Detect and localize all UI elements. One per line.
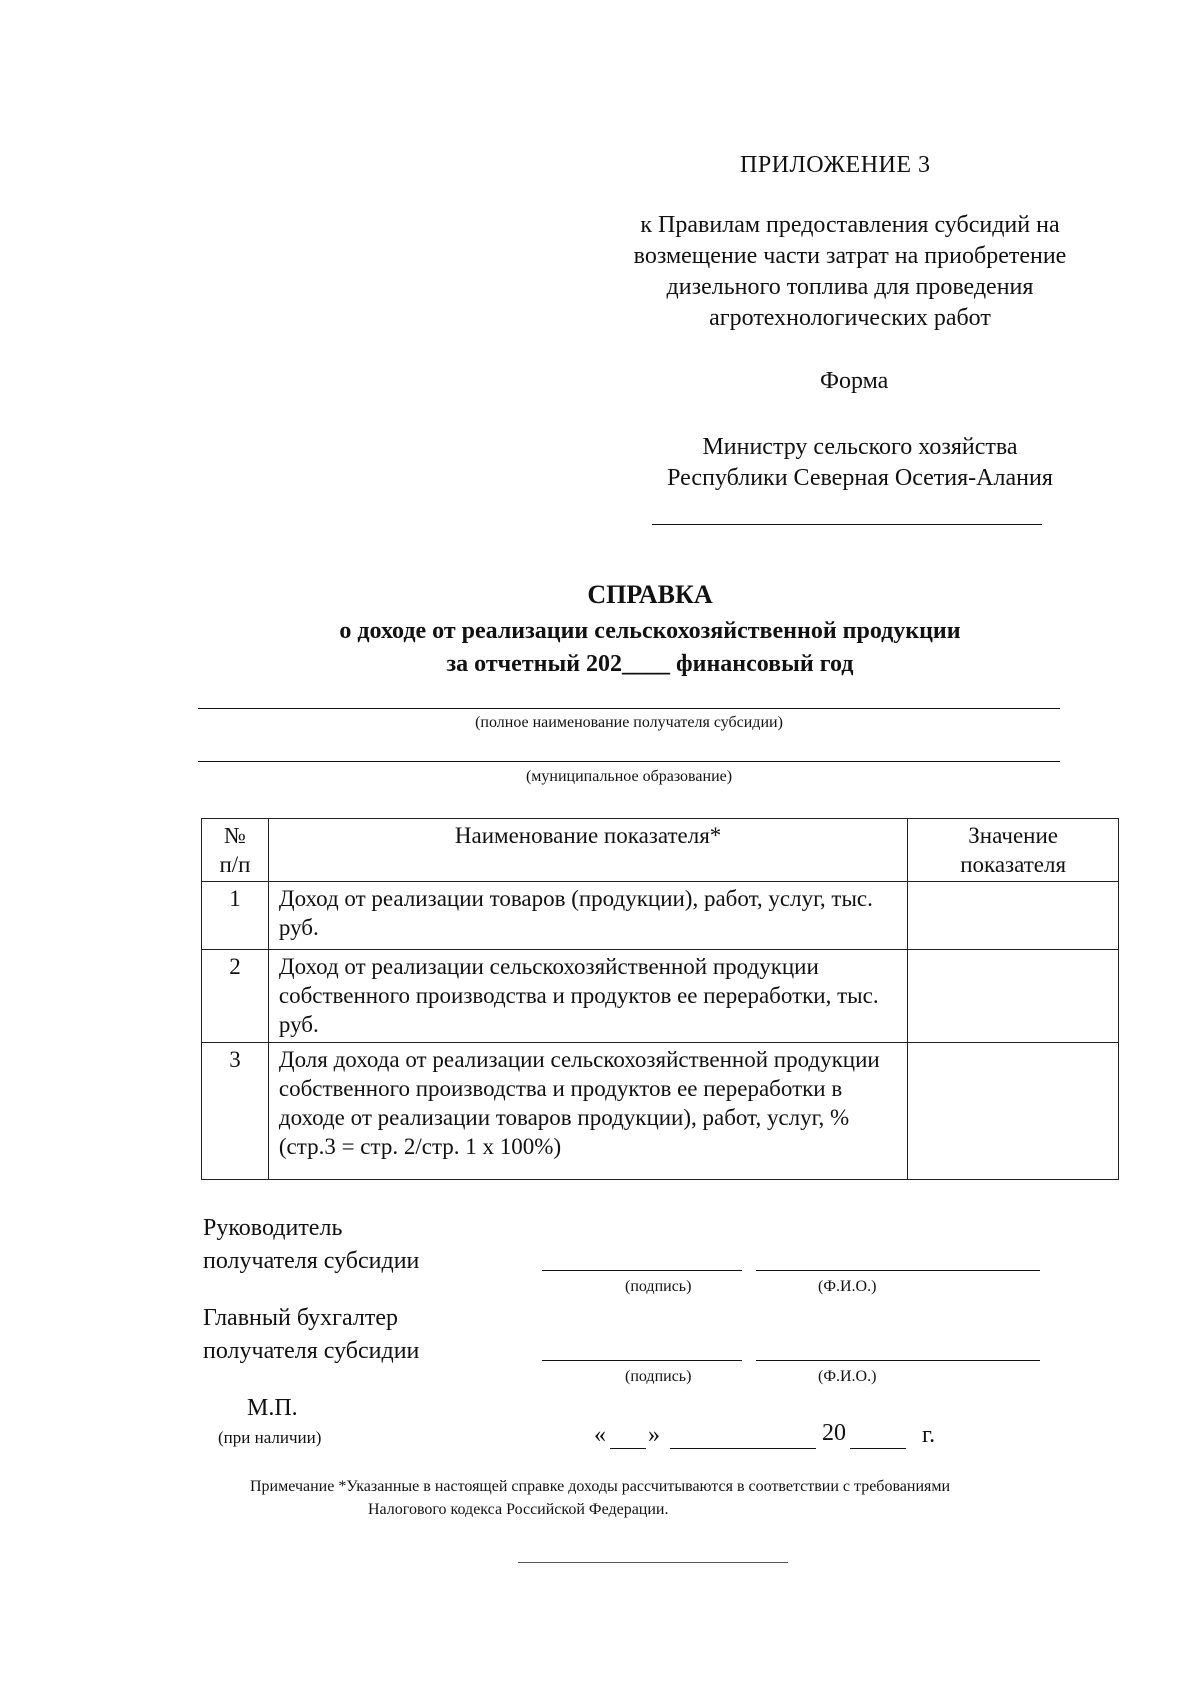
appendix-line: возмещение части затрат на приобретение bbox=[633, 243, 1067, 269]
table-row bbox=[202, 950, 1119, 1043]
row-num: 2 bbox=[202, 950, 269, 1043]
head-signature-caption: (подпись) bbox=[625, 1278, 692, 1295]
header-num: № п/п bbox=[202, 819, 269, 882]
date-month-line[interactable] bbox=[670, 1448, 816, 1449]
bottom-divider bbox=[518, 1562, 788, 1563]
accountant-name-line[interactable] bbox=[756, 1360, 1040, 1361]
recipient-name-line bbox=[198, 708, 1060, 709]
appendix-line: дизельного топлива для проведения bbox=[666, 274, 1034, 300]
addressee-line: Республики Северная Осетия-Алания bbox=[667, 465, 1053, 491]
head-signature-line[interactable] bbox=[542, 1270, 742, 1271]
municipality-caption: (муниципальное образование) bbox=[525, 768, 733, 785]
note-line1: Примечание *Указанные в настоящей справке доходы рассчитываются в соответствии с требованиями bbox=[250, 1478, 951, 1495]
table-row bbox=[202, 1043, 1119, 1180]
row-name: Доход от реализации сельскохозяйственной продукции собственного производства и продуктов ее переработки, тыс. руб. bbox=[268, 950, 907, 1043]
row-value[interactable] bbox=[908, 882, 1119, 950]
document-title: СПРАВКА bbox=[587, 580, 713, 609]
head-label-line: получателя субсидии bbox=[203, 1248, 420, 1274]
subtitle-line: о доходе от реализации сельскохозяйственной продукции bbox=[339, 618, 961, 644]
form-label: Форма bbox=[820, 368, 889, 394]
indicators-table bbox=[201, 818, 1119, 1180]
table-row bbox=[202, 882, 1119, 950]
date-close-quote: » bbox=[648, 1422, 660, 1448]
addressee-line: Министру сельского хозяйства bbox=[702, 434, 1018, 460]
date-year-line[interactable] bbox=[850, 1448, 906, 1449]
appendix-line: агротехнологических работ bbox=[709, 305, 991, 331]
head-label bbox=[203, 1212, 419, 1278]
accountant-signature-line[interactable] bbox=[542, 1360, 742, 1361]
row-num: 3 bbox=[202, 1043, 269, 1180]
row-name: Доля дохода от реализации сельскохозяйственной продукции собственного производства и продуктов ее переработки в доходе от реализации товаров продукции), работ, услуг, % (стр.3 = стр. 2/стр. 1 х 100%) bbox=[268, 1043, 907, 1180]
row-value[interactable] bbox=[908, 1043, 1119, 1180]
appendix-line: к Правилам предоставления субсидий на bbox=[640, 212, 1060, 238]
recipient-name-caption: (полное наименование получателя субсидии) bbox=[475, 714, 783, 731]
table-header-row bbox=[202, 819, 1119, 882]
note-line2: Налогового кодекса Российской Федерации. bbox=[368, 1501, 669, 1518]
row-num: 1 bbox=[202, 882, 269, 950]
head-name-caption: (Ф.И.О.) bbox=[818, 1278, 877, 1295]
date-year-suffix: г. bbox=[922, 1422, 936, 1448]
row-value[interactable] bbox=[908, 950, 1119, 1043]
stamp-label: М.П. bbox=[247, 1395, 298, 1421]
date-open-quote: « bbox=[594, 1422, 606, 1448]
header-value: Значение показателя bbox=[908, 819, 1119, 882]
accountant-name-caption: (Ф.И.О.) bbox=[818, 1368, 877, 1385]
stamp-note: (при наличии) bbox=[218, 1428, 322, 1447]
row-name: Доход от реализации товаров (продукции), работ, услуг, тыс. руб. bbox=[268, 882, 907, 950]
accountant-label bbox=[203, 1302, 419, 1368]
subtitle-line: за отчетный 202____ финансовый год bbox=[446, 651, 854, 677]
accountant-signature-caption: (подпись) bbox=[625, 1368, 692, 1385]
addressee bbox=[610, 432, 1110, 494]
head-name-line[interactable] bbox=[756, 1270, 1040, 1271]
municipality-line bbox=[198, 761, 1060, 762]
appendix-title: ПРИЛОЖЕНИЕ 3 bbox=[740, 152, 931, 178]
addressee-blank-line bbox=[652, 524, 1042, 525]
date-year-prefix: 20 bbox=[822, 1420, 846, 1446]
date-day-line[interactable] bbox=[610, 1448, 646, 1449]
document-subtitle bbox=[200, 615, 1100, 681]
accountant-label-line: Главный бухгалтер bbox=[203, 1305, 398, 1331]
appendix-reference bbox=[590, 210, 1110, 334]
accountant-label-line: получателя субсидии bbox=[203, 1338, 420, 1364]
head-label-line: Руководитель bbox=[203, 1215, 343, 1241]
header-name: Наименование показателя* bbox=[268, 819, 907, 882]
